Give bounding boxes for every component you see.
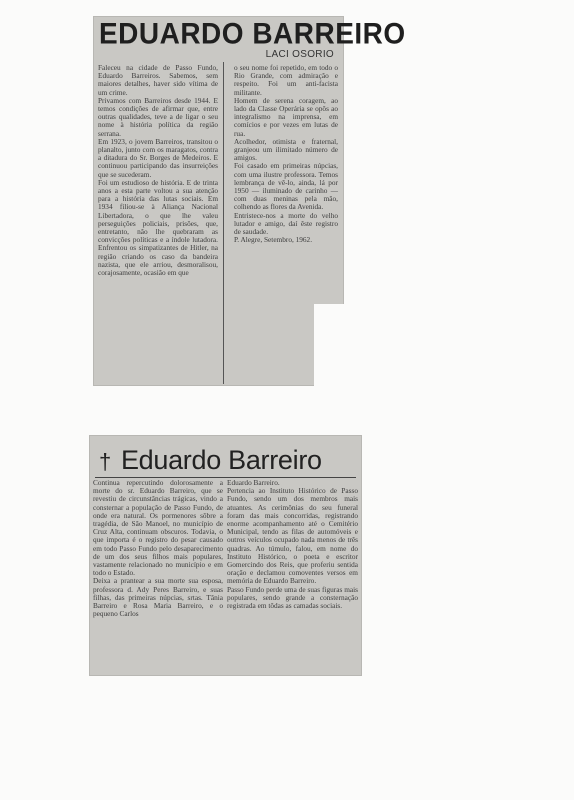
headline-rule	[95, 477, 356, 478]
newspaper-clipping-death-notice	[89, 435, 362, 676]
cross-icon: †	[99, 449, 111, 474]
column-divider	[223, 62, 224, 384]
clipping-headline-2-text: Eduardo Barreiro	[120, 445, 322, 475]
clipping-column-left: Faleceu na cidade de Passo Fundo, Eduardo Barreiros. Sabemos, sem maiores detalhes, haver sido vítima de um crime. Privamos com Barreiros desde 1944. E temos condições de afirmar que, entre outras qualidades, teve a de ligar o seu nome à história política da região serrana. Em 1923, o jovem Barreiros, transitou o planalto, junto com os maragatos, contra a ditadura do Sr. Borges de Medeiros. E continuou participando das insurreições que se sucederam. Foi um estudioso de história. E de trinta anos a esta parte voltou a sua atenção para a história das lutas sociais. Em 1934 filiou-se à Aliança Nacional Libertadora, o que lhe valeu perseguições policiais, prisões, que, entretanto, não lhe quebraram as convicções políticas e a índole lutadora. Enfrentou os simpatizantes de Hitler, na região criando os caso da bandeira nazista, que ele arriou, desmoralisou, corajosamente, ocasião em que	[98, 64, 218, 278]
clipping-headline-2	[99, 445, 322, 476]
newspaper-clipping-obituary-opinion	[93, 16, 406, 386]
clipping-2-column-right: Eduardo Barreiro. Pertencia ao Instituto Histórico de Passo Fundo, sendo um dos membros mais atuantes. As cerimônias do seu funeral foram das mais concorridas, registrando enorme acompanhamento até o Cemitério Municipal, tendo as filas de automóveis e outros veículos ocupado nada menos de três quadras. Ao túmulo, falou, em nome do Instituto Histórico, o poeta e escritor Gomercindo dos Reis, que proferiu sentida oração e declamou comoventes versos em memória de Eduardo Barreiro. Passo Fundo perde uma de suas figuras mais populares, sendo grande a consternação registrada em tôdas as camadas sociais.	[227, 479, 358, 611]
clipping-author: LACI OSORIO	[265, 49, 334, 60]
clipping-cutout-corner	[314, 304, 449, 402]
clipping-column-right: o seu nome foi repetido, em todo o Rio Grande, com admiração e respeito. Foi um anti-facista militante. Homem de serena coragem, ao lado da Classe Operária se opôs ao integralismo na imprensa, em comícios e por vezes em lutas de rua. Acolhedor, otimista e fraternal, granjeou um ilimitado número de amigos. Foi casado em primeiras núpcias, com uma ilustre professora. Temos lembrança de vê-lo, ainda, lá por 1950 — iluminado de carinho — com duas meninas pela mão, colhendo as flores da Avenida. Entristece-nos a morte do velho lutador e amigo, daí êste registro de saudade. P. Alegre, Setembro, 1962.	[234, 64, 338, 245]
clipping-2-column-left: Continua repercutindo dolorosamente a morte do sr. Eduardo Barreiro, que se revestiu de circunstâncias trágicas, vindo a consternar a população de Passo Fundo, de onde era natural. Os pormenores sôbre a tragédia, de São Manoel, no município de Cruz Alta, continuam obscuros. Todavia, o que importa é o registro do pesar causado em todo Passo Fundo pelo desaparecimento de um dos seus filhos mais populares, vastamente relacionado no município e em todo o Estado. Deixa a prantear a sua morte sua esposa, professora d. Ady Peres Barreiro, e suas filhas, das primeiras núpcias, srtas. Tânia Barreiro e Rosa Maria Barreiro, e o pequeno Carlos	[93, 479, 223, 619]
clipping-headline: EDUARDO BARREIRO	[99, 17, 406, 50]
